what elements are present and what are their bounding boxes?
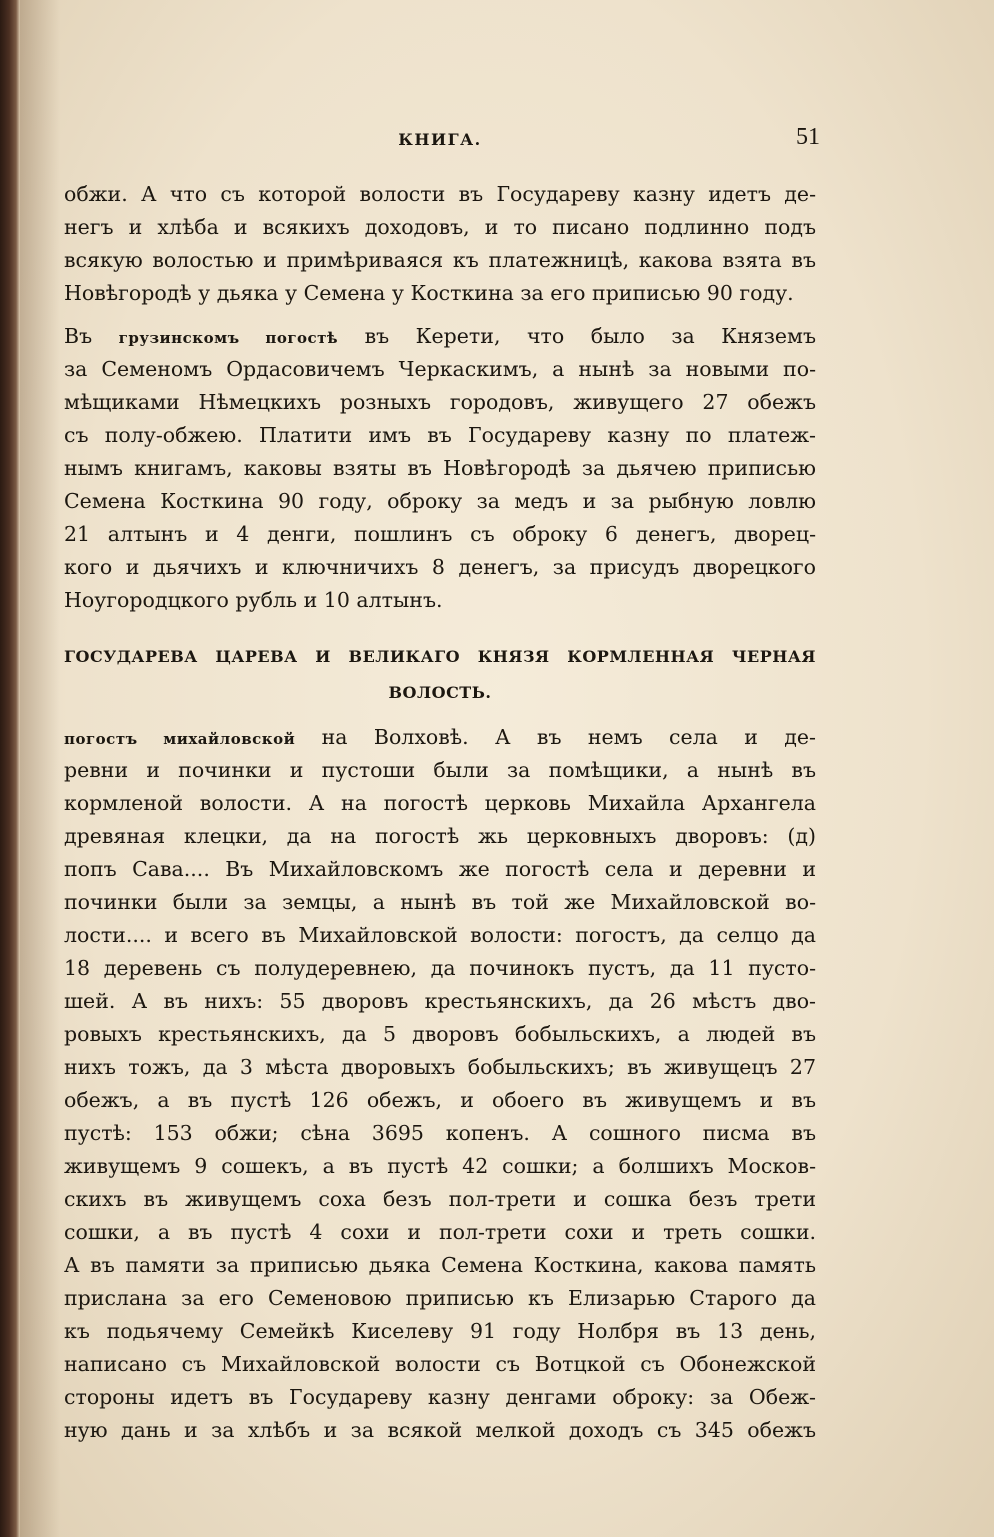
text-run: на Волховѣ. А въ немъ села и де- [295,725,816,749]
text-line: обжи. А что съ которой волости въ Государеву казну идетъ де- [64,182,816,206]
text-line: Новѣгородѣ у дьяка у Семена у Косткина за его приписью 90 году. [64,281,794,305]
text-line: кого и дьячихъ и ключничихъ 8 денегъ, за присудъ дворецкого [64,555,816,579]
place-name-bold: погостъ михайловской [64,730,296,748]
text-line: Семена Косткина 90 году, оброку за медъ и за рыбную ловлю [64,489,816,513]
text-line: пустѣ: 153 обжи; сѣна 3695 копенъ. А сошного писма въ [64,1121,816,1145]
text-run: Въ [64,324,119,348]
text-line: живущемъ 9 сошекъ, а въ пустѣ 42 сошки; а болшихъ Москов- [64,1154,816,1178]
section-heading: ГОСУДАРЕВА ЦАРЕВА И ВЕЛИКАГО КНЯЗЯ КОРМЛЕННАЯ ЧЕРНАЯ [64,647,816,666]
text-line: Ноугородцкого рубль и 10 алтынъ. [64,588,443,612]
text-line: нымъ книгамъ, каковы взяты въ Новѣгородѣ за дьячею приписью [64,456,816,480]
section-paragraph [64,721,816,1447]
gutter-shadow [20,0,60,1537]
paragraph-1 [64,178,816,310]
text-line: скихъ въ живущемъ соха безъ пол-трети и сошка безъ трети [64,1187,816,1211]
text-line: написано съ Михайловской волости съ Вотцкой съ Обонежской [64,1352,816,1376]
text-line: за Семеномъ Ордасовичемъ Черкаскимъ, а нынѣ за новыми по- [64,357,816,381]
page-header [60,124,820,164]
text-line: починки были за земцы, а нынѣ въ той же Михайловской во- [64,890,816,914]
text-line: ревни и починки и пустоши были за помѣщики, а нынѣ въ [64,758,816,782]
text-line: всякую волостью и примѣриваяся къ платежницѣ, какова взята въ [64,248,816,272]
text-line: обежъ, а въ пустѣ 126 обежъ, и обоего въ живущемъ и въ [64,1088,816,1112]
text-line: къ подьячему Семейкѣ Киселеву 91 году Нолбря въ 13 день, [64,1319,816,1343]
text-line: 21 алтынъ и 4 денги, пошлинъ съ оброку 6 денегъ, дворец- [64,522,816,546]
running-head: КНИГА. [398,130,482,149]
paragraph-2 [64,320,816,617]
text-line: стороны идетъ въ Государеву казну денгами оброку: за Обеж- [64,1385,816,1409]
text-line: А въ памяти за приписью дьяка Семена Косткина, какова память [64,1253,816,1277]
text-line: съ полу-обжею. Платити имъ въ Государеву казну по платеж- [64,423,816,447]
text-line: сошки, а въ пустѣ 4 сохи и пол-трети сохи и треть сошки. [64,1220,816,1244]
text-line: ровыхъ крестьянскихъ, да 5 дворовъ бобыльскихъ, а людей въ [64,1022,816,1046]
text-line: прислана за его Семеновою приписью къ Елизарью Старого да [64,1286,816,1310]
text-line: мѣщиками Нѣмецкихъ розныхъ городовъ, живущего 27 обежъ [64,390,816,414]
place-name-bold: грузинскомъ погостѣ [118,329,339,347]
page-body [64,178,816,1447]
text-line: кормленой волости. А на погостѣ церковь Михайла Архангела [64,791,816,815]
text-line: попъ Сава.... Въ Михайловскомъ же погостѣ села и деревни и [64,857,816,881]
text-line [64,721,816,754]
text-line: нихъ тожъ, да 3 мѣста дворовыхъ бобыльскихъ; въ живущецъ 27 [64,1055,816,1079]
text-line: лости.... и всего въ Михайловской волости: погостъ, да селцо да [64,923,816,947]
section-heading-continued: ВОЛОСТЬ. [388,683,492,702]
page-number: 51 [796,124,820,150]
text-line: негъ и хлѣба и всякихъ доходовъ, и то писано подлинно подъ [64,215,816,239]
text-line: ную дань и за хлѣбъ и за всякой мелкой доходъ съ 345 обежъ [64,1418,816,1442]
book-spine [0,0,20,1537]
text-run: въ Керети, что было за Княземъ [338,324,816,348]
text-line [64,320,816,353]
text-line: древяная клецки, да на погостѣ жь церковныхъ дворовъ: (д) [64,824,816,848]
text-line: шей. А въ нихъ: 55 дворовъ крестьянскихъ, да 26 мѣстъ дво- [64,989,816,1013]
text-line: 18 деревень съ полудеревнею, да починокъ пустъ, да 11 пусто- [64,956,816,980]
